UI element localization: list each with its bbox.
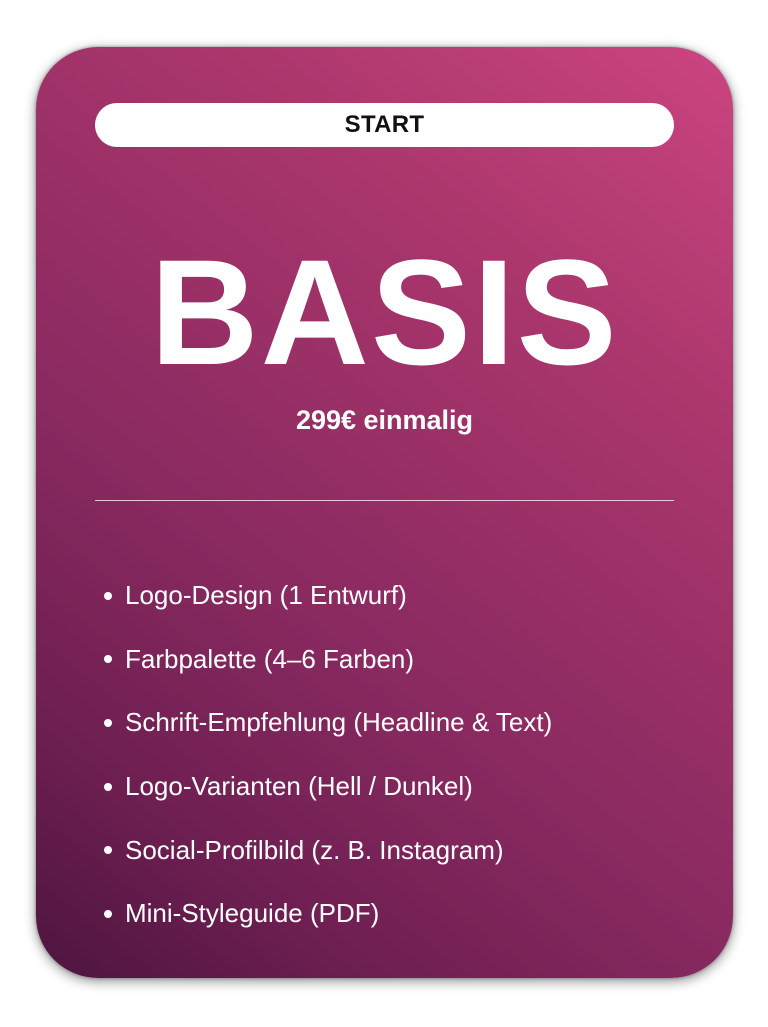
feature-item [104, 818, 552, 882]
feature-item [104, 628, 552, 692]
start-badge [95, 103, 674, 147]
feature-item [104, 564, 552, 628]
feature-list [104, 564, 552, 946]
pricing-card [36, 47, 733, 978]
bullet-icon [104, 846, 112, 854]
feature-label: Logo-Varianten (Hell / Dunkel) [125, 771, 473, 802]
feature-item [104, 755, 552, 819]
bullet-icon [104, 592, 112, 600]
feature-item [104, 882, 552, 946]
start-badge-label: START [344, 111, 425, 138]
bullet-icon [104, 655, 112, 663]
plan-name: BASIS [150, 228, 619, 396]
bullet-icon [104, 910, 112, 918]
divider [95, 500, 674, 501]
bullet-icon [104, 783, 112, 791]
plan-price: 299€ einmalig [295, 405, 474, 435]
feature-label: Social-Profilbild (z. B. Instagram) [125, 834, 504, 865]
bullet-icon [104, 719, 112, 727]
feature-label: Logo-Design (1 Entwurf) [125, 580, 407, 611]
feature-label: Farbpalette (4–6 Farben) [125, 643, 415, 674]
feature-label: Mini-Styleguide (PDF) [125, 898, 380, 929]
feature-label: Schrift-Empfehlung (Headline & Text) [125, 707, 553, 738]
feature-item [104, 691, 552, 755]
